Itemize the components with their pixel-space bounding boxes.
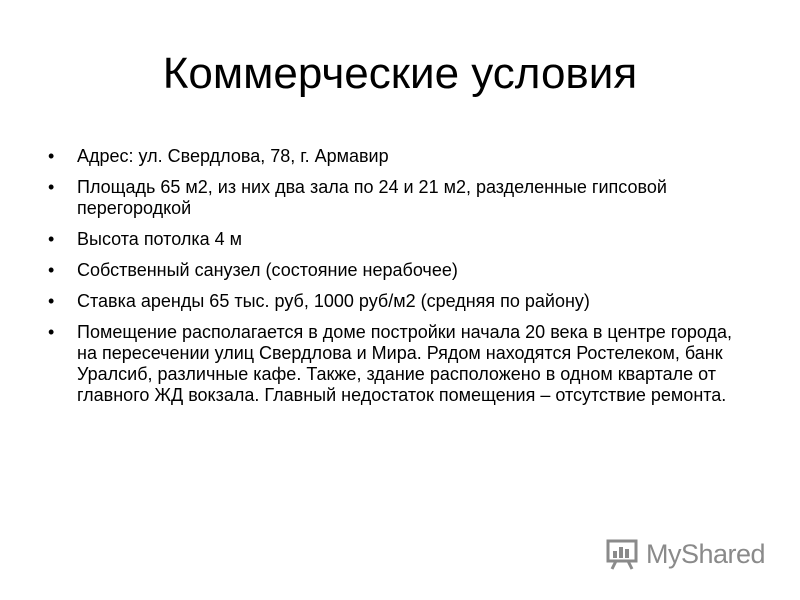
- bullet-dot: •: [48, 291, 55, 311]
- bullet-item-ceiling: [48, 229, 748, 250]
- bullet-text: Площадь 65 м2, из них два зала по 24 и 21 м2, разделенные гипсовой перегородкой: [77, 177, 667, 218]
- presentation-board-icon: [606, 537, 640, 571]
- watermark-text: MyShared: [646, 539, 766, 569]
- bullet-item-area: [48, 177, 748, 219]
- bullet-item-rent: [48, 291, 748, 312]
- bullet-dot: •: [48, 229, 55, 249]
- bullet-dot: •: [48, 260, 55, 280]
- bullet-text: Собственный санузел (состояние нерабочее): [77, 260, 458, 280]
- bullet-dot: •: [48, 322, 55, 342]
- bullet-text: Ставка аренды 65 тыс. руб, 1000 руб/м2 (средняя по району): [77, 291, 590, 311]
- watermark: [606, 536, 766, 572]
- bullet-text: Помещение располагается в доме постройки начала 20 века в центре города, на пересечении улиц Свердлова и Мира. Рядом находятся Ростелеком, банк Уралсиб, различные кафе. Также, здание расположено в одном квартале от главного ЖД вокзала. Главный недостаток помещения – отсутствие ремонта.: [77, 322, 733, 405]
- bullet-item-location: [48, 322, 748, 406]
- bullet-dot: •: [48, 177, 55, 197]
- bullet-list: [48, 146, 748, 416]
- bullet-text: Адрес: ул. Свердлова, 78, г. Армавир: [77, 146, 389, 166]
- bullet-item-address: [48, 146, 748, 167]
- bullet-text: Высота потолка 4 м: [77, 229, 243, 249]
- bullet-item-bathroom: [48, 260, 748, 281]
- bullet-dot: •: [48, 146, 55, 166]
- slide-title: Коммерческие условия: [162, 49, 638, 98]
